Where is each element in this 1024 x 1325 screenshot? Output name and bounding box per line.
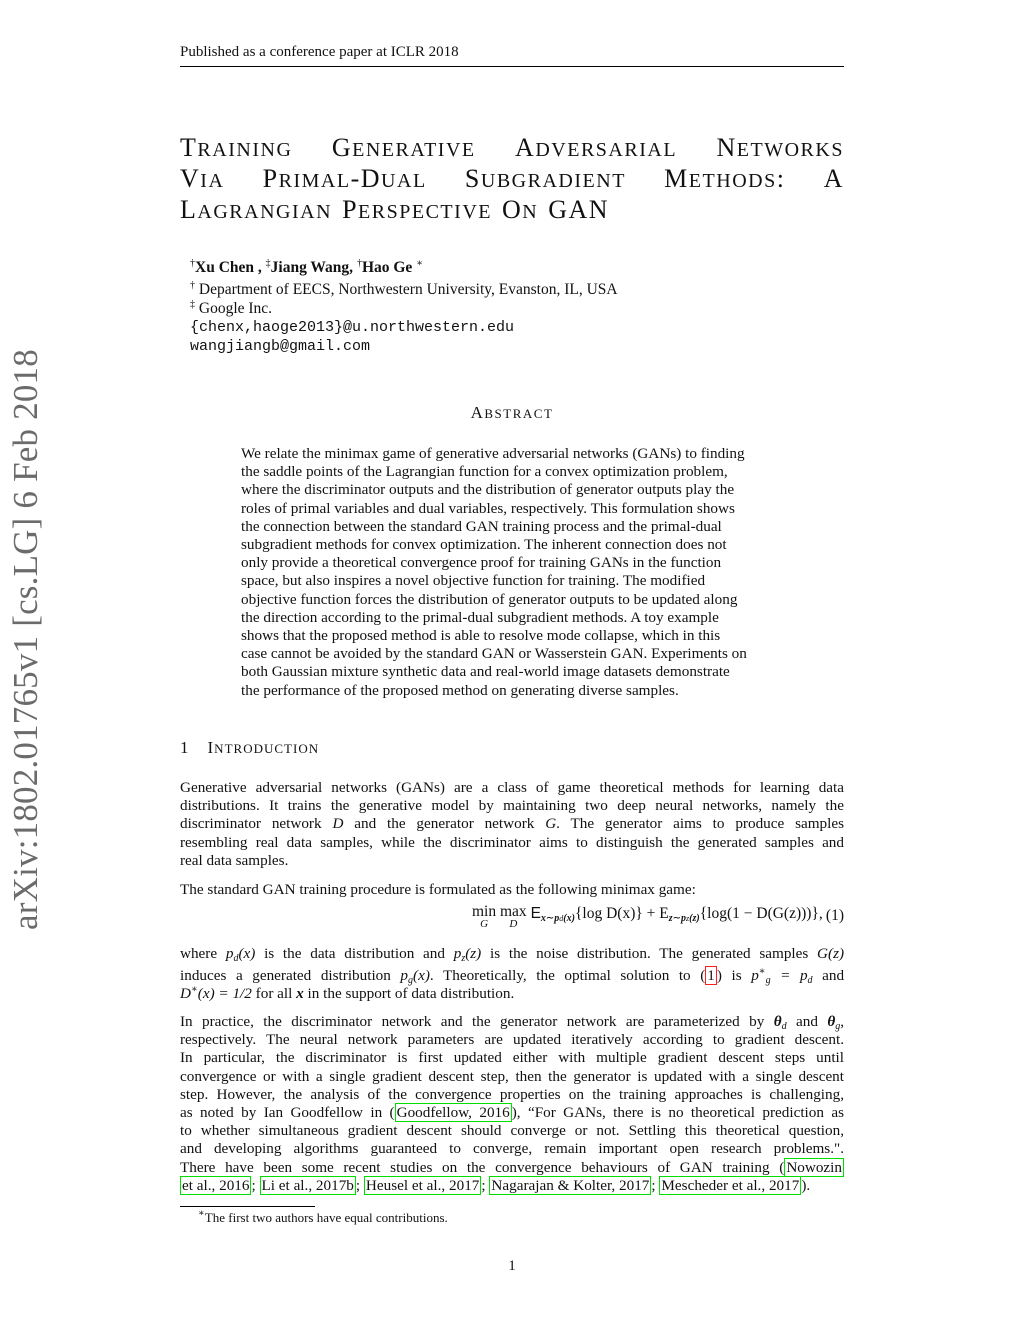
running-header: Published as a conference paper at ICLR 2018 <box>180 44 459 60</box>
arxiv-stamp: arXiv:1802.01765v1 [cs.LG] 6 Feb 2018 <box>6 349 45 930</box>
text-line: and developing algorithms guaranteed to converge, remain important open research problems.". <box>180 1140 844 1158</box>
dagger-mark: † <box>190 258 195 269</box>
ddagger-mark: ‡ <box>190 299 195 310</box>
star-mark: ∗ <box>198 1208 205 1219</box>
affiliation-text: Department of EECS, Northwestern University, Evanston, IL, USA <box>198 281 618 298</box>
equation-ref-link[interactable]: 1 <box>707 967 715 985</box>
eq-sub: z∼pz(z) <box>668 913 700 924</box>
text-line: Generative adversarial networks (GANs) are a class of game theoretical methods for learning data <box>180 779 844 796</box>
abstract-line: case cannot be avoided by the standard GAN or Wasserstein GAN. Experiments on <box>241 645 747 663</box>
title-word: TRAINING <box>180 133 293 162</box>
author-list <box>190 258 423 277</box>
citation-link[interactable]: Li et al., 2017b <box>261 1176 354 1194</box>
page-number: 1 <box>508 1258 516 1274</box>
text-run: and the generator network <box>354 815 535 833</box>
citation-link[interactable]: Mescheder et al., 2017 <box>661 1176 800 1194</box>
email-1: {chenx,haoge2013}@u.northwestern.edu <box>190 319 515 336</box>
email-2: wangjiangb@gmail.com <box>190 338 371 355</box>
math-var: θ <box>827 1013 836 1030</box>
equation-number: (1) <box>825 907 844 924</box>
abstract-line: objective function forces the distribution of generator outputs to be updated along <box>241 590 738 608</box>
min-operator: min G <box>472 903 497 930</box>
title-word: PERSPECTIVE <box>342 195 492 224</box>
text-line: induces a generated distribution $p_g(x)$. Theoretically, the optimal solution to ( 1 ) is $p^∗_g = p_d$ and <box>180 966 845 987</box>
text-line: distributions. It trains the generative model by maintaining two deep neural networks, namely the <box>180 797 844 815</box>
equation-1 <box>180 905 844 935</box>
text-line: convergence or with a single gradient descent step, then the generator is updated with a single descent <box>180 1067 844 1085</box>
paragraph-1 <box>180 779 844 870</box>
math-var: $p_g(x)$ <box>400 967 430 987</box>
abstract-line: the performance of the proposed method on generating diverse samples. <box>241 681 679 699</box>
affiliation-text: Google Inc. <box>198 300 273 317</box>
eq-sub: x∼pd(x) <box>540 913 575 924</box>
math-var: D∗(x) = 1/2 <box>180 984 252 1003</box>
abstract-line: where the discriminator outputs and the distribution of generator outputs play the <box>241 481 735 499</box>
citation-link[interactable]: et al., 2016 <box>182 1176 250 1194</box>
ddagger-mark: ‡ <box>265 258 271 269</box>
abstract-line: space, but also inspires a novel objective function for training. The modified <box>241 572 706 590</box>
text-line: respectively. The neural network parameters are updated iteratively according to gradient descent. <box>180 1031 844 1049</box>
paragraph-4 <box>180 1013 844 1195</box>
footnote-rule <box>180 1206 315 1207</box>
text-run: discriminator network <box>180 815 322 833</box>
text-line: where $p_d(x)$ is the data distribution and $p_z(z)$ is the noise distribution. The generated samples G(z) <box>180 945 845 964</box>
citation-link[interactable]: Goodfellow, 2016 <box>396 1103 510 1121</box>
abstract-line: both Gaussian mixture synthetic data and real-world image datasets demonstrate <box>241 663 730 681</box>
title-line-2 <box>180 163 844 194</box>
title-word: SUBGRADIENT <box>464 164 626 193</box>
citation-link[interactable]: Nowozin <box>786 1158 842 1176</box>
eq-part: E <box>530 905 541 922</box>
text-line: as noted by Ian Goodfellow in ( Goodfellow, 2016 ), “For GANs, there is no theoretical prediction as <box>180 1103 844 1121</box>
footnote <box>198 1208 448 1226</box>
star-mark: ∗ <box>416 258 423 269</box>
abstract-line: shows that the proposed method is able to resolve mode collapse, which in this <box>241 627 721 645</box>
footnote-text: The first two authors have equal contributions. <box>204 1210 448 1225</box>
title-word: PRIMAL-DUAL <box>262 164 427 193</box>
text-line: to whether simultaneous gradient descent should converge or not. Settling this theoretical question, <box>180 1122 844 1140</box>
abstract-line: the connection between the standard GAN training process and the primal-dual <box>241 517 722 535</box>
math-var: θ <box>773 1013 782 1030</box>
text-line: D∗(x) = 1/2 for all x in the support of data distribution. <box>180 984 515 1003</box>
title-word: GENERATIVE <box>331 133 476 162</box>
title-word: LAGRANGIAN <box>180 195 333 224</box>
abstract-line: We relate the minimax game of generative adversarial networks (GANs) to finding <box>241 445 745 462</box>
eq-part: {log(1 − D(G(z)))}, <box>699 905 823 922</box>
citation-link[interactable]: Heusel et al., 2017 <box>365 1176 480 1194</box>
title-line-1 <box>180 132 844 163</box>
text-line: There have been some recent studies on the convergence behaviours of GAN training ( Nowozin <box>180 1158 842 1176</box>
dagger-mark: † <box>356 258 362 269</box>
citation-link[interactable]: Nagarajan & Kolter, 2017 <box>491 1176 650 1194</box>
max-operator: max D <box>500 903 527 930</box>
header-rule <box>180 66 844 67</box>
author-name: Hao Ge <box>361 259 413 276</box>
section-title: INTRODUCTION <box>207 738 320 757</box>
title-word: ADVERSARIAL <box>515 133 678 162</box>
abstract-line: the saddle points of the Lagrangian function for a convex optimization problem, <box>241 463 728 481</box>
text-line: et al., 2016 ; Li et al., 2017b ; Heusel et al., 2017 ; Nagarajan & Kolter, 2017 ; Mescheder et al., 2017 ). <box>182 1176 811 1194</box>
math-var: $p_d(x)$ <box>225 945 256 964</box>
equation-expression <box>472 905 823 931</box>
abstract-line: the direction according to the primal-dual subgradient methods. A toy example <box>241 608 719 626</box>
title-word: ON <box>501 195 539 224</box>
title-word: VIA <box>180 164 225 193</box>
author-name: Jiang Wang, <box>270 259 354 276</box>
text-line: real data samples. <box>180 851 289 869</box>
paper-title <box>180 132 844 225</box>
math-var: x <box>296 985 304 1003</box>
abstract-line: subgradient methods for convex optimization. The inherent connection does not <box>241 536 727 554</box>
abstract-line: roles of primal variables and dual variables, respectively. This formulation shows <box>241 499 735 517</box>
text-line: The standard GAN training procedure is formulated as the following minimax game: <box>180 881 696 898</box>
abstract-body <box>241 445 783 700</box>
title-word: GAN <box>548 195 610 224</box>
math-var: $p_z(z)$ <box>453 945 482 964</box>
math-var: G <box>545 815 557 833</box>
paragraph-3 <box>180 945 845 1003</box>
text-line <box>180 815 844 833</box>
title-word: METHODS: <box>664 164 786 193</box>
title-line-3 <box>180 194 844 225</box>
abstract-heading: ABSTRACT <box>470 403 554 422</box>
dagger-mark: † <box>190 280 195 291</box>
text-line: resembling real data samples, while the discriminator aims to distinguish the generated samples and <box>180 833 844 851</box>
section-heading <box>180 738 319 758</box>
title-word: NETWORKS <box>716 133 844 162</box>
text-run: . The generator aims to produce samples <box>556 815 845 833</box>
text-line: In practice, the discriminator network and the generator network are parameterized by $\theta_d$ and $\theta_g$, <box>180 1013 845 1032</box>
author-name: Xu Chen , <box>195 259 262 276</box>
affiliation-1 <box>190 280 618 299</box>
title-word: A <box>823 164 844 193</box>
affiliation-2 <box>190 299 272 318</box>
text-line: In particular, the discriminator is first updated either with multiple gradient descent steps until <box>180 1049 844 1067</box>
paragraph-2 <box>180 881 844 899</box>
math-var: $p^∗_g = p_d$ <box>751 966 813 987</box>
section-number: 1 <box>180 738 190 757</box>
math-var: D <box>332 815 344 833</box>
eq-part: {log D(x)} + E <box>574 905 669 922</box>
abstract-line: only provide a theoretical convergence proof for training GANs in the function <box>241 554 722 572</box>
math-var: G(z) <box>817 945 845 962</box>
text-line: step. However, the analysis of the convergence properties on the training approaches is challenging, <box>180 1085 844 1103</box>
